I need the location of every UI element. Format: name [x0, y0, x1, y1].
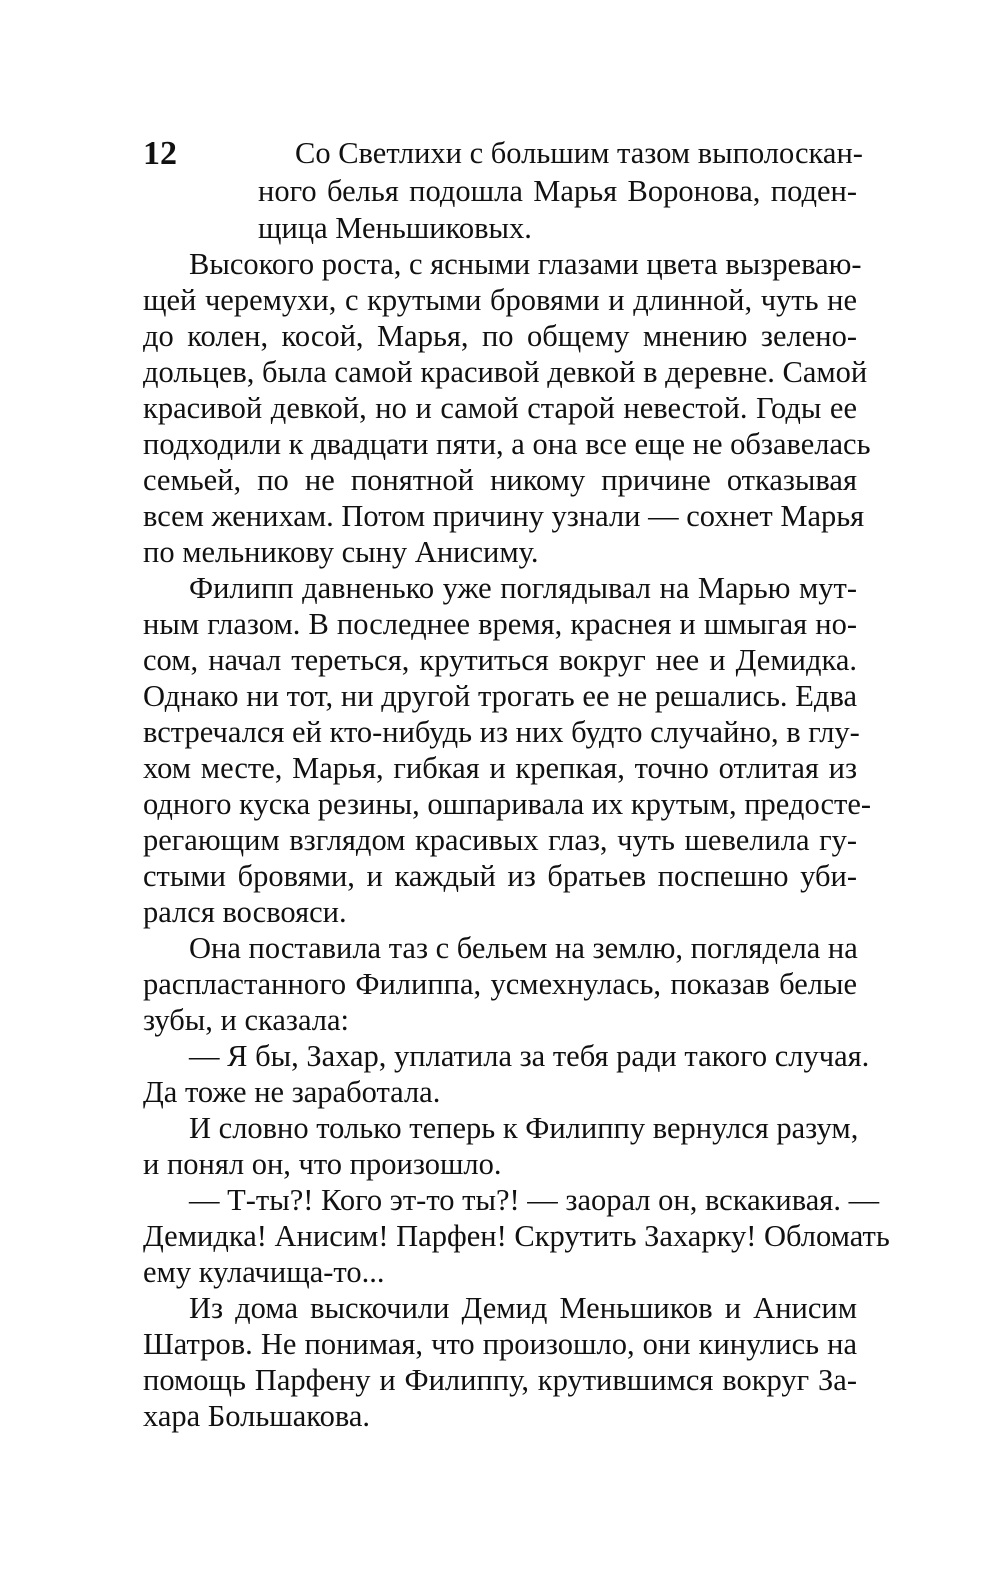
text-line: щей черемухи, с крутыми бровями и длинной, чуть не — [143, 283, 857, 317]
text-line: Однако ни тот, ни другой трогать ее не решались. Едва — [143, 679, 857, 713]
text-line: — Т-ты?! Кого эт-то ты?! — заорал он, вскакивая. — — [189, 1183, 880, 1217]
text-line: по мельникову сыну Анисиму. — [143, 535, 539, 569]
text-line: распластанного Филиппа, усмехнулась, показав белые — [143, 967, 857, 1001]
text-line: сом, начал тереться, крутиться вокруг нее и Демидка. — [143, 643, 857, 677]
text-line: Она поставила таз с бельем на землю, поглядела на — [189, 931, 858, 965]
text-line: встречался ей кто-нибудь из них будто случайно, в глу- — [143, 715, 860, 749]
text-line: рался восвояси. — [143, 895, 347, 929]
text-line: ным глазом. В последнее время, краснея и шмыгая но- — [143, 607, 857, 641]
text-line: и понял он, что произошло. — [143, 1147, 502, 1181]
text-line: хара Большакова. — [143, 1399, 370, 1433]
text-line: Из дома выскочили Демид Меньшиков и Анисим — [189, 1291, 857, 1325]
page-number: 12 — [143, 135, 177, 172]
text-line: Со Светлихи с большим тазом выполоскан- — [295, 136, 863, 170]
text-line: подходили к двадцати пяти, а она все еще не обзавелась — [143, 427, 871, 461]
text-line: ного белья подошла Марья Воронова, поден- — [258, 174, 857, 208]
text-line: дольцев, была самой красивой девкой в деревне. Самой — [143, 355, 868, 389]
text-line: щица Меньшиковых. — [258, 211, 532, 245]
text-line: семьей, по не понятной никому причине отказывая — [143, 463, 857, 497]
text-line: хом месте, Марья, гибкая и крепкая, точно отлитая из — [143, 751, 857, 785]
text-line: регающим взглядом красивых глаз, чуть шевелила гу- — [143, 823, 857, 857]
text-line: ему кулачища-то... — [143, 1255, 385, 1289]
text-line: помощь Парфену и Филиппу, крутившимся вокруг За- — [143, 1363, 857, 1397]
text-line: Шатров. Не понимая, что произошло, они кинулись на — [143, 1327, 857, 1361]
text-line: Высокого роста, с ясными глазами цвета вызреваю- — [189, 247, 862, 281]
text-line: всем женихам. Потом причину узнали — сохнет Марья — [143, 499, 865, 533]
text-line: Да тоже не заработала. — [143, 1075, 441, 1109]
text-line: И словно только теперь к Филиппу вернулся разум, — [189, 1111, 859, 1145]
text-line: Филипп давненько уже поглядывал на Марью мут- — [189, 571, 857, 605]
text-line: — Я бы, Захар, уплатила за тебя ради такого случая. — [189, 1039, 870, 1073]
text-line: стыми бровями, и каждый из братьев поспешно уби- — [143, 859, 857, 893]
text-line: одного куска резины, ошпаривала их крутым, предосте- — [143, 787, 872, 821]
text-line: красивой девкой, но и самой старой невестой. Годы ее — [143, 391, 857, 425]
text-line: зубы, и сказала: — [143, 1003, 349, 1037]
text-line: до колен, косой, Марья, по общему мнению зелено- — [143, 319, 857, 353]
text-line: Демидка! Анисим! Парфен! Скрутить Захарку! Обломать — [143, 1219, 890, 1253]
